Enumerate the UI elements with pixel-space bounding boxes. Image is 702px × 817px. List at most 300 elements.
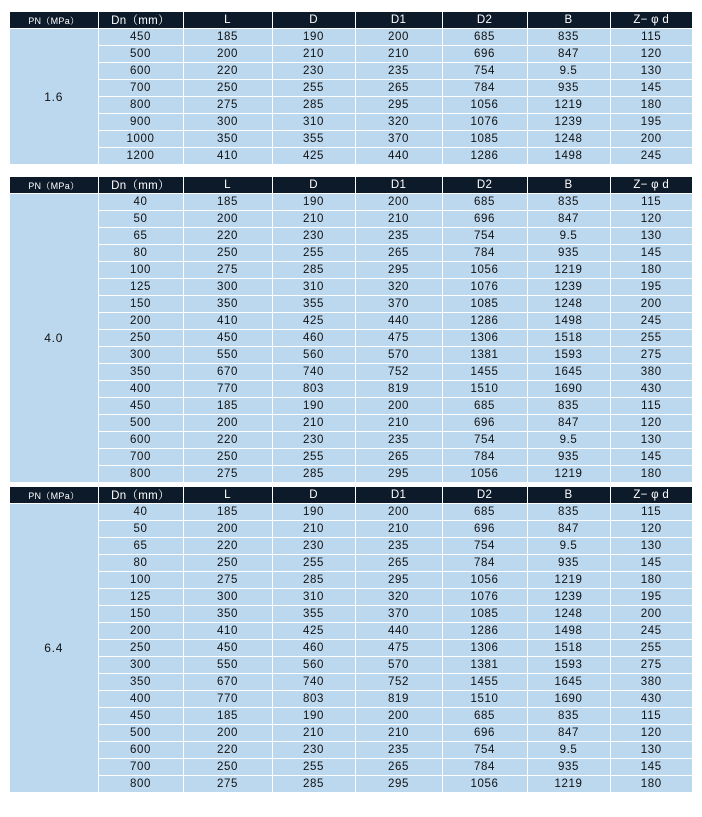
cell-b: 1239 bbox=[527, 279, 610, 296]
cell-z-phi-d: 380 bbox=[610, 364, 692, 381]
cell-z-phi-d: 430 bbox=[610, 381, 692, 398]
cell-b: 935 bbox=[527, 555, 610, 572]
cell-d2: 754 bbox=[442, 63, 527, 80]
cell-b: 1498 bbox=[527, 623, 610, 640]
cell-d1: 295 bbox=[355, 97, 442, 114]
cell-dn: 800 bbox=[98, 466, 183, 483]
cell-d1: 235 bbox=[355, 228, 442, 245]
cell-z-phi-d: 115 bbox=[610, 29, 692, 46]
cell-d: 285 bbox=[272, 572, 355, 589]
cell-l: 770 bbox=[183, 381, 272, 398]
cell-l: 450 bbox=[183, 640, 272, 657]
cell-d: 190 bbox=[272, 29, 355, 46]
cell-dn: 900 bbox=[98, 114, 183, 131]
cell-l: 550 bbox=[183, 347, 272, 364]
cell-l: 185 bbox=[183, 29, 272, 46]
cell-d: 285 bbox=[272, 97, 355, 114]
header-d: D bbox=[272, 487, 355, 504]
cell-l: 220 bbox=[183, 538, 272, 555]
cell-l: 670 bbox=[183, 674, 272, 691]
cell-d: 210 bbox=[272, 211, 355, 228]
cell-b: 1239 bbox=[527, 114, 610, 131]
cell-d2: 1306 bbox=[442, 640, 527, 657]
cell-d: 230 bbox=[272, 63, 355, 80]
cell-l: 200 bbox=[183, 415, 272, 432]
cell-l: 410 bbox=[183, 148, 272, 165]
cell-dn: 350 bbox=[98, 674, 183, 691]
cell-d2: 1381 bbox=[442, 657, 527, 674]
flange-spec-table-pn-1-6 bbox=[10, 12, 692, 165]
cell-b: 935 bbox=[527, 449, 610, 466]
table-row bbox=[10, 211, 692, 228]
cell-d: 740 bbox=[272, 674, 355, 691]
cell-d: 255 bbox=[272, 449, 355, 466]
pn-value-cell: 4.0 bbox=[10, 194, 98, 483]
cell-dn: 250 bbox=[98, 640, 183, 657]
table-row bbox=[10, 415, 692, 432]
cell-z-phi-d: 180 bbox=[610, 572, 692, 589]
cell-l: 275 bbox=[183, 262, 272, 279]
cell-d2: 784 bbox=[442, 449, 527, 466]
cell-d2: 685 bbox=[442, 398, 527, 415]
cell-d2: 685 bbox=[442, 29, 527, 46]
table-row bbox=[10, 589, 692, 606]
cell-d1: 200 bbox=[355, 708, 442, 725]
cell-d2: 784 bbox=[442, 759, 527, 776]
header-d2: D2 bbox=[442, 12, 527, 29]
cell-d1: 265 bbox=[355, 759, 442, 776]
cell-d2: 696 bbox=[442, 725, 527, 742]
table-row bbox=[10, 776, 692, 793]
cell-d: 255 bbox=[272, 555, 355, 572]
table-row bbox=[10, 313, 692, 330]
cell-d2: 1286 bbox=[442, 313, 527, 330]
table-row bbox=[10, 555, 692, 572]
cell-z-phi-d: 200 bbox=[610, 131, 692, 148]
cell-d: 190 bbox=[272, 708, 355, 725]
cell-l: 200 bbox=[183, 46, 272, 63]
cell-d: 425 bbox=[272, 623, 355, 640]
table-row bbox=[10, 228, 692, 245]
cell-d1: 265 bbox=[355, 449, 442, 466]
table-row bbox=[10, 97, 692, 114]
cell-l: 300 bbox=[183, 279, 272, 296]
cell-d: 355 bbox=[272, 606, 355, 623]
cell-l: 770 bbox=[183, 691, 272, 708]
cell-d1: 235 bbox=[355, 538, 442, 555]
cell-dn: 700 bbox=[98, 449, 183, 466]
cell-b: 1518 bbox=[527, 640, 610, 657]
cell-b: 847 bbox=[527, 46, 610, 63]
cell-d1: 265 bbox=[355, 555, 442, 572]
cell-d1: 295 bbox=[355, 572, 442, 589]
cell-b: 1690 bbox=[527, 381, 610, 398]
cell-l: 350 bbox=[183, 131, 272, 148]
cell-b: 1219 bbox=[527, 97, 610, 114]
flange-spec-table-pn-4-0 bbox=[10, 177, 692, 483]
cell-b: 1690 bbox=[527, 691, 610, 708]
cell-l: 300 bbox=[183, 589, 272, 606]
cell-z-phi-d: 245 bbox=[610, 623, 692, 640]
cell-dn: 40 bbox=[98, 194, 183, 211]
cell-d1: 235 bbox=[355, 63, 442, 80]
header-pn: PN（MPa） bbox=[10, 487, 98, 504]
cell-dn: 600 bbox=[98, 432, 183, 449]
cell-z-phi-d: 245 bbox=[610, 313, 692, 330]
table-row bbox=[10, 114, 692, 131]
cell-d: 255 bbox=[272, 80, 355, 97]
table-row bbox=[10, 466, 692, 483]
header-z-phi-d: Z− φ d bbox=[610, 12, 692, 29]
cell-d: 285 bbox=[272, 776, 355, 793]
cell-d: 285 bbox=[272, 262, 355, 279]
header-pn: PN（MPa） bbox=[10, 177, 98, 194]
table-row bbox=[10, 742, 692, 759]
cell-d2: 1056 bbox=[442, 572, 527, 589]
cell-d2: 696 bbox=[442, 415, 527, 432]
cell-d: 460 bbox=[272, 330, 355, 347]
cell-z-phi-d: 380 bbox=[610, 674, 692, 691]
cell-d1: 440 bbox=[355, 313, 442, 330]
cell-dn: 80 bbox=[98, 555, 183, 572]
cell-d2: 696 bbox=[442, 46, 527, 63]
flange-spec-table-pn-6-4 bbox=[10, 487, 692, 793]
header-pn: PN（MPa） bbox=[10, 12, 98, 29]
cell-l: 185 bbox=[183, 708, 272, 725]
header-l: L bbox=[183, 177, 272, 194]
cell-d: 255 bbox=[272, 759, 355, 776]
cell-d2: 1076 bbox=[442, 279, 527, 296]
header-b: B bbox=[527, 12, 610, 29]
cell-z-phi-d: 145 bbox=[610, 245, 692, 262]
cell-z-phi-d: 200 bbox=[610, 296, 692, 313]
cell-d: 230 bbox=[272, 432, 355, 449]
cell-d2: 754 bbox=[442, 742, 527, 759]
cell-b: 835 bbox=[527, 708, 610, 725]
cell-l: 185 bbox=[183, 504, 272, 521]
cell-d2: 784 bbox=[442, 555, 527, 572]
cell-l: 220 bbox=[183, 228, 272, 245]
table-row bbox=[10, 347, 692, 364]
cell-d2: 754 bbox=[442, 432, 527, 449]
cell-b: 847 bbox=[527, 521, 610, 538]
header-dn: Dn（mm） bbox=[98, 12, 183, 29]
cell-l: 185 bbox=[183, 398, 272, 415]
cell-dn: 65 bbox=[98, 538, 183, 555]
table-row bbox=[10, 432, 692, 449]
cell-b: 1248 bbox=[527, 606, 610, 623]
cell-d: 803 bbox=[272, 691, 355, 708]
cell-d1: 475 bbox=[355, 330, 442, 347]
cell-l: 275 bbox=[183, 572, 272, 589]
cell-d: 210 bbox=[272, 725, 355, 742]
cell-l: 450 bbox=[183, 330, 272, 347]
cell-d2: 1085 bbox=[442, 131, 527, 148]
cell-d2: 696 bbox=[442, 521, 527, 538]
cell-d1: 752 bbox=[355, 364, 442, 381]
cell-d1: 200 bbox=[355, 398, 442, 415]
cell-d: 740 bbox=[272, 364, 355, 381]
cell-d1: 235 bbox=[355, 432, 442, 449]
header-d1: D1 bbox=[355, 487, 442, 504]
table-row bbox=[10, 262, 692, 279]
table-row bbox=[10, 674, 692, 691]
cell-z-phi-d: 115 bbox=[610, 708, 692, 725]
cell-l: 670 bbox=[183, 364, 272, 381]
cell-dn: 40 bbox=[98, 504, 183, 521]
cell-d2: 1085 bbox=[442, 296, 527, 313]
cell-d1: 370 bbox=[355, 131, 442, 148]
cell-dn: 125 bbox=[98, 589, 183, 606]
cell-d1: 210 bbox=[355, 415, 442, 432]
cell-b: 9.5 bbox=[527, 63, 610, 80]
cell-d: 425 bbox=[272, 148, 355, 165]
cell-z-phi-d: 195 bbox=[610, 589, 692, 606]
header-l: L bbox=[183, 12, 272, 29]
cell-b: 935 bbox=[527, 245, 610, 262]
cell-d1: 819 bbox=[355, 691, 442, 708]
table-row bbox=[10, 691, 692, 708]
cell-b: 9.5 bbox=[527, 228, 610, 245]
cell-l: 200 bbox=[183, 211, 272, 228]
cell-dn: 700 bbox=[98, 759, 183, 776]
table-row bbox=[10, 330, 692, 347]
cell-d1: 265 bbox=[355, 80, 442, 97]
cell-d2: 1056 bbox=[442, 776, 527, 793]
cell-d2: 1510 bbox=[442, 691, 527, 708]
cell-d2: 1455 bbox=[442, 674, 527, 691]
cell-d1: 200 bbox=[355, 29, 442, 46]
cell-b: 9.5 bbox=[527, 538, 610, 555]
cell-dn: 800 bbox=[98, 97, 183, 114]
header-d: D bbox=[272, 177, 355, 194]
cell-d: 190 bbox=[272, 194, 355, 211]
cell-d2: 754 bbox=[442, 228, 527, 245]
cell-b: 847 bbox=[527, 211, 610, 228]
table-row bbox=[10, 398, 692, 415]
cell-dn: 500 bbox=[98, 415, 183, 432]
table-row bbox=[10, 759, 692, 776]
cell-b: 9.5 bbox=[527, 742, 610, 759]
cell-b: 1645 bbox=[527, 674, 610, 691]
cell-d: 190 bbox=[272, 504, 355, 521]
cell-z-phi-d: 180 bbox=[610, 97, 692, 114]
table-header-row bbox=[10, 487, 692, 504]
cell-d1: 210 bbox=[355, 521, 442, 538]
table-row bbox=[10, 606, 692, 623]
header-d2: D2 bbox=[442, 487, 527, 504]
cell-dn: 1200 bbox=[98, 148, 183, 165]
cell-dn: 800 bbox=[98, 776, 183, 793]
cell-d2: 685 bbox=[442, 194, 527, 211]
cell-b: 1219 bbox=[527, 776, 610, 793]
cell-l: 250 bbox=[183, 449, 272, 466]
cell-b: 847 bbox=[527, 415, 610, 432]
cell-d: 190 bbox=[272, 398, 355, 415]
cell-z-phi-d: 275 bbox=[610, 657, 692, 674]
table-row bbox=[10, 80, 692, 97]
cell-d1: 440 bbox=[355, 623, 442, 640]
cell-b: 835 bbox=[527, 504, 610, 521]
table-row bbox=[10, 623, 692, 640]
header-z-phi-d: Z− φ d bbox=[610, 487, 692, 504]
cell-z-phi-d: 430 bbox=[610, 691, 692, 708]
cell-b: 1518 bbox=[527, 330, 610, 347]
cell-dn: 150 bbox=[98, 606, 183, 623]
table-row bbox=[10, 245, 692, 262]
cell-z-phi-d: 195 bbox=[610, 279, 692, 296]
header-b: B bbox=[527, 177, 610, 194]
cell-z-phi-d: 130 bbox=[610, 63, 692, 80]
cell-d2: 1056 bbox=[442, 97, 527, 114]
cell-d1: 819 bbox=[355, 381, 442, 398]
cell-d: 230 bbox=[272, 742, 355, 759]
table-row bbox=[10, 572, 692, 589]
cell-l: 550 bbox=[183, 657, 272, 674]
cell-dn: 200 bbox=[98, 623, 183, 640]
cell-dn: 100 bbox=[98, 262, 183, 279]
cell-l: 300 bbox=[183, 114, 272, 131]
cell-dn: 350 bbox=[98, 364, 183, 381]
cell-z-phi-d: 145 bbox=[610, 80, 692, 97]
cell-l: 350 bbox=[183, 296, 272, 313]
cell-l: 220 bbox=[183, 63, 272, 80]
cell-d1: 320 bbox=[355, 114, 442, 131]
cell-dn: 50 bbox=[98, 211, 183, 228]
cell-d2: 1286 bbox=[442, 148, 527, 165]
cell-d2: 685 bbox=[442, 504, 527, 521]
cell-d1: 295 bbox=[355, 466, 442, 483]
cell-z-phi-d: 115 bbox=[610, 194, 692, 211]
cell-dn: 125 bbox=[98, 279, 183, 296]
cell-d2: 1056 bbox=[442, 262, 527, 279]
cell-d1: 265 bbox=[355, 245, 442, 262]
cell-z-phi-d: 245 bbox=[610, 148, 692, 165]
table-row bbox=[10, 296, 692, 313]
cell-z-phi-d: 120 bbox=[610, 521, 692, 538]
cell-z-phi-d: 130 bbox=[610, 432, 692, 449]
cell-dn: 100 bbox=[98, 572, 183, 589]
cell-d1: 210 bbox=[355, 46, 442, 63]
cell-z-phi-d: 120 bbox=[610, 415, 692, 432]
cell-z-phi-d: 120 bbox=[610, 211, 692, 228]
cell-z-phi-d: 200 bbox=[610, 606, 692, 623]
cell-l: 275 bbox=[183, 466, 272, 483]
cell-l: 410 bbox=[183, 623, 272, 640]
cell-d2: 784 bbox=[442, 245, 527, 262]
table-row bbox=[10, 708, 692, 725]
cell-d2: 1056 bbox=[442, 466, 527, 483]
cell-b: 1219 bbox=[527, 262, 610, 279]
cell-b: 835 bbox=[527, 29, 610, 46]
cell-z-phi-d: 145 bbox=[610, 449, 692, 466]
cell-d2: 754 bbox=[442, 538, 527, 555]
cell-b: 1498 bbox=[527, 148, 610, 165]
cell-d1: 295 bbox=[355, 776, 442, 793]
cell-z-phi-d: 130 bbox=[610, 538, 692, 555]
cell-z-phi-d: 180 bbox=[610, 262, 692, 279]
header-l: L bbox=[183, 487, 272, 504]
cell-d2: 1510 bbox=[442, 381, 527, 398]
cell-d: 210 bbox=[272, 521, 355, 538]
cell-d: 210 bbox=[272, 46, 355, 63]
cell-d: 355 bbox=[272, 296, 355, 313]
cell-z-phi-d: 120 bbox=[610, 46, 692, 63]
cell-d1: 370 bbox=[355, 606, 442, 623]
cell-d1: 370 bbox=[355, 296, 442, 313]
cell-d: 310 bbox=[272, 279, 355, 296]
cell-d: 210 bbox=[272, 415, 355, 432]
table-row bbox=[10, 29, 692, 46]
cell-z-phi-d: 130 bbox=[610, 742, 692, 759]
cell-l: 250 bbox=[183, 759, 272, 776]
cell-d1: 295 bbox=[355, 262, 442, 279]
cell-d1: 320 bbox=[355, 589, 442, 606]
cell-dn: 450 bbox=[98, 29, 183, 46]
cell-l: 185 bbox=[183, 194, 272, 211]
cell-l: 275 bbox=[183, 776, 272, 793]
cell-dn: 450 bbox=[98, 708, 183, 725]
table-row bbox=[10, 381, 692, 398]
cell-z-phi-d: 115 bbox=[610, 398, 692, 415]
cell-d2: 696 bbox=[442, 211, 527, 228]
header-dn: Dn（mm） bbox=[98, 487, 183, 504]
table-row bbox=[10, 194, 692, 211]
cell-z-phi-d: 145 bbox=[610, 759, 692, 776]
cell-z-phi-d: 130 bbox=[610, 228, 692, 245]
cell-d2: 1306 bbox=[442, 330, 527, 347]
cell-d2: 1286 bbox=[442, 623, 527, 640]
cell-d1: 320 bbox=[355, 279, 442, 296]
pn-value-cell: 1.6 bbox=[10, 29, 98, 165]
table-row bbox=[10, 279, 692, 296]
cell-dn: 500 bbox=[98, 46, 183, 63]
cell-b: 1219 bbox=[527, 572, 610, 589]
cell-z-phi-d: 275 bbox=[610, 347, 692, 364]
cell-dn: 150 bbox=[98, 296, 183, 313]
header-d1: D1 bbox=[355, 177, 442, 194]
cell-b: 1248 bbox=[527, 296, 610, 313]
cell-l: 200 bbox=[183, 521, 272, 538]
cell-d1: 210 bbox=[355, 725, 442, 742]
cell-b: 1239 bbox=[527, 589, 610, 606]
cell-l: 250 bbox=[183, 245, 272, 262]
cell-dn: 50 bbox=[98, 521, 183, 538]
cell-dn: 300 bbox=[98, 657, 183, 674]
table-row bbox=[10, 725, 692, 742]
table-row bbox=[10, 364, 692, 381]
cell-b: 935 bbox=[527, 80, 610, 97]
header-z-phi-d: Z− φ d bbox=[610, 177, 692, 194]
table-header-row bbox=[10, 12, 692, 29]
cell-d2: 1085 bbox=[442, 606, 527, 623]
cell-l: 220 bbox=[183, 742, 272, 759]
cell-dn: 500 bbox=[98, 725, 183, 742]
cell-d1: 200 bbox=[355, 194, 442, 211]
header-d1: D1 bbox=[355, 12, 442, 29]
cell-dn: 400 bbox=[98, 381, 183, 398]
cell-d1: 210 bbox=[355, 211, 442, 228]
cell-d: 425 bbox=[272, 313, 355, 330]
table-row bbox=[10, 46, 692, 63]
cell-d2: 1076 bbox=[442, 589, 527, 606]
cell-d1: 752 bbox=[355, 674, 442, 691]
table-row bbox=[10, 148, 692, 165]
cell-dn: 600 bbox=[98, 742, 183, 759]
cell-z-phi-d: 255 bbox=[610, 640, 692, 657]
cell-b: 1498 bbox=[527, 313, 610, 330]
header-d2: D2 bbox=[442, 177, 527, 194]
